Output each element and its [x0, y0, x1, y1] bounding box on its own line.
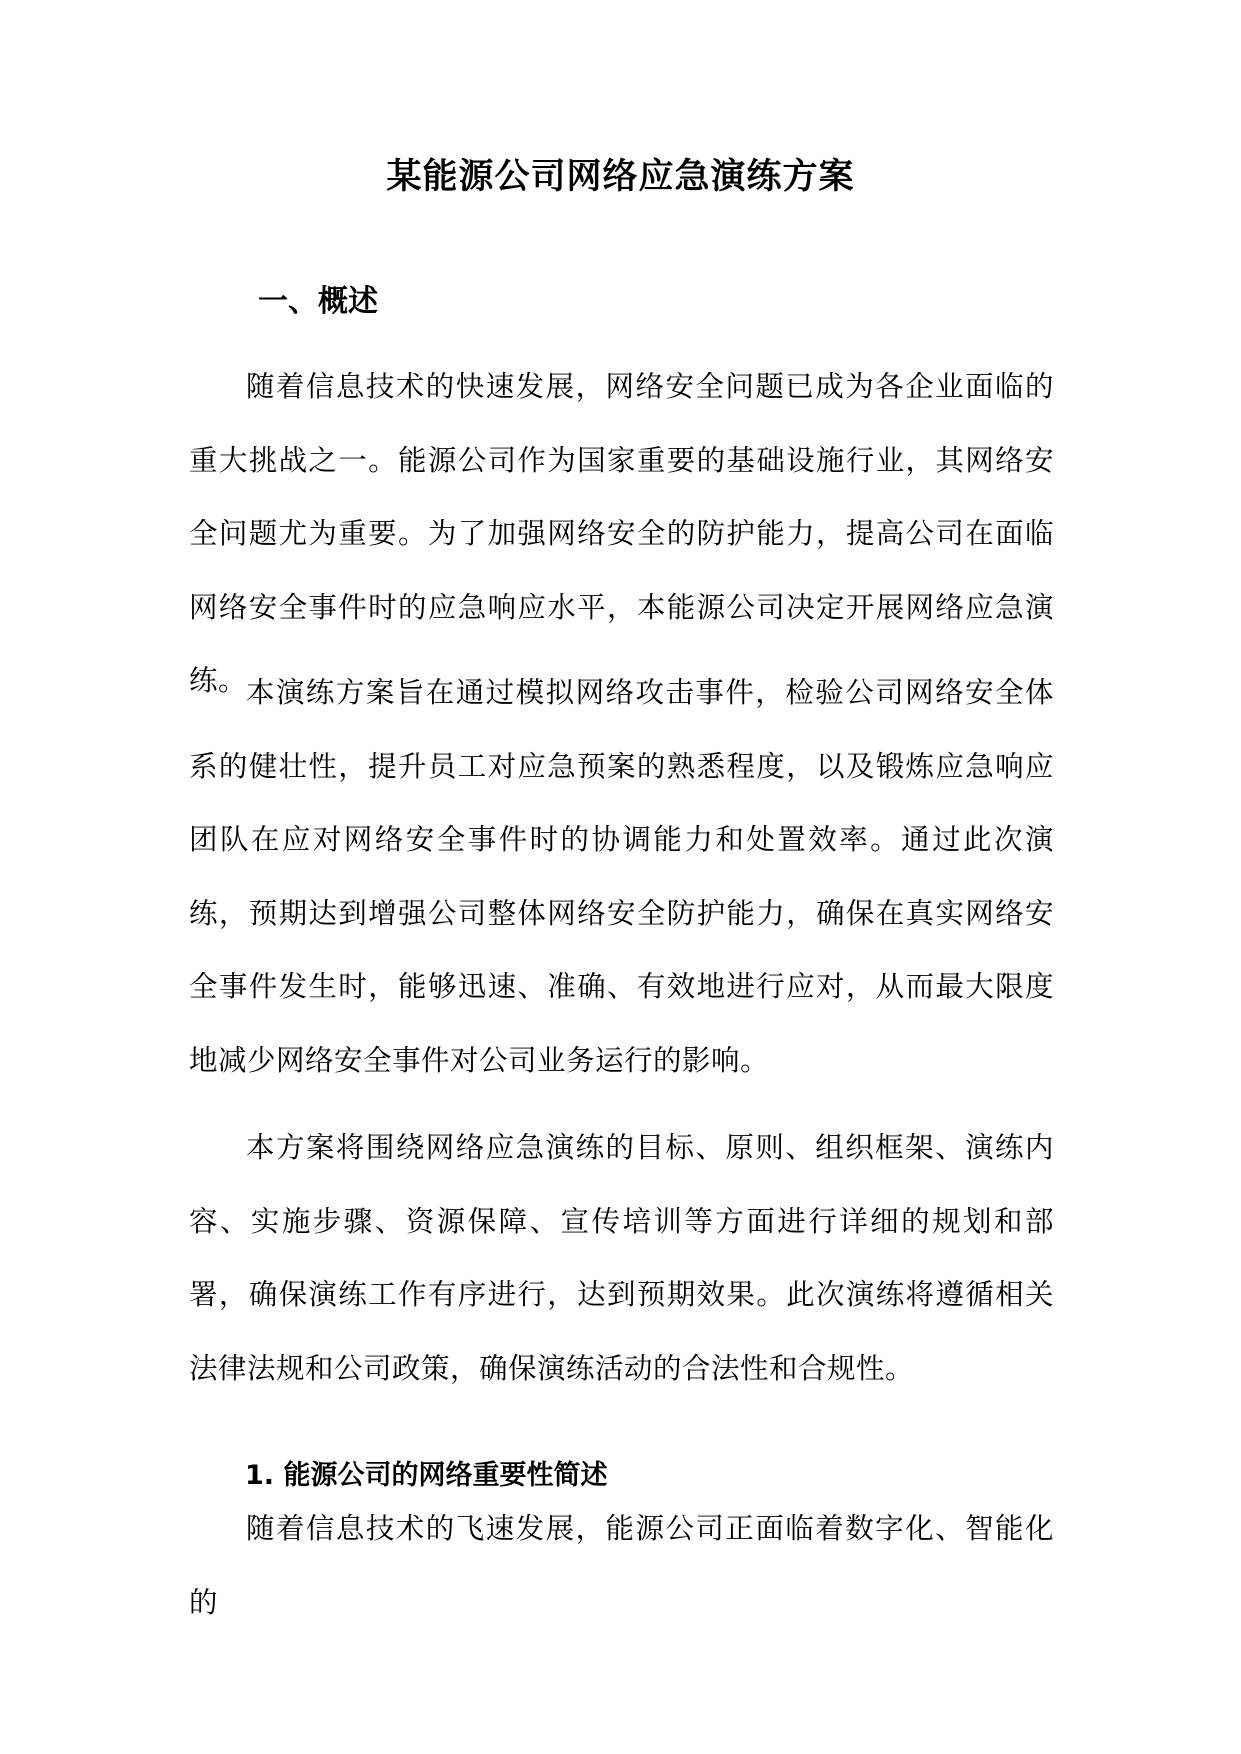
document-title: 某能源公司网络应急演练方案	[386, 157, 855, 197]
subsection-heading-network-importance: 1. 能源公司的网络重要性简述	[245, 1460, 608, 1491]
subsection-paragraph-1: 随着信息技术的飞速发展，能源公司正面临着数字化、智能化的	[189, 1512, 1054, 1619]
overview-paragraph-3: 本方案将围绕网络应急演练的目标、原则、组织框架、演练内容、实施步骤、资源保障、宣传培训等方面进行详细的规划和部署，确保演练工作有序进行，达到预期效果。此次演练将遵循相关法律法规和公司政策，确保演练活动的合法性和合规性。	[189, 1131, 1054, 1385]
section-heading-overview: 一、概述	[258, 284, 378, 319]
overview-paragraph-1: 随着信息技术的快速发展，网络安全问题已成为各企业面临的重大挑战之一。能源公司作为国家重要的基础设施行业，其网络安全问题尤为重要。为了加强网络安全的防护能力，提高公司在面临网络安全事件时的应急响应水平，本能源公司决定开展网络应急演练。	[189, 370, 1054, 697]
overview-paragraph-2: 本演练方案旨在通过模拟网络攻击事件，检验公司网络安全体系的健壮性，提升员工对应急预案的熟悉程度，以及锻炼应急响应团队在应对网络安全事件时的协调能力和处置效率。通过此次演练，预期达到增强公司整体网络安全防护能力，确保在真实网络安全事件发生时，能够迅速、准确、有效地进行应对，从而最大限度地减少网络安全事件对公司业务运行的影响。	[189, 676, 1054, 1077]
